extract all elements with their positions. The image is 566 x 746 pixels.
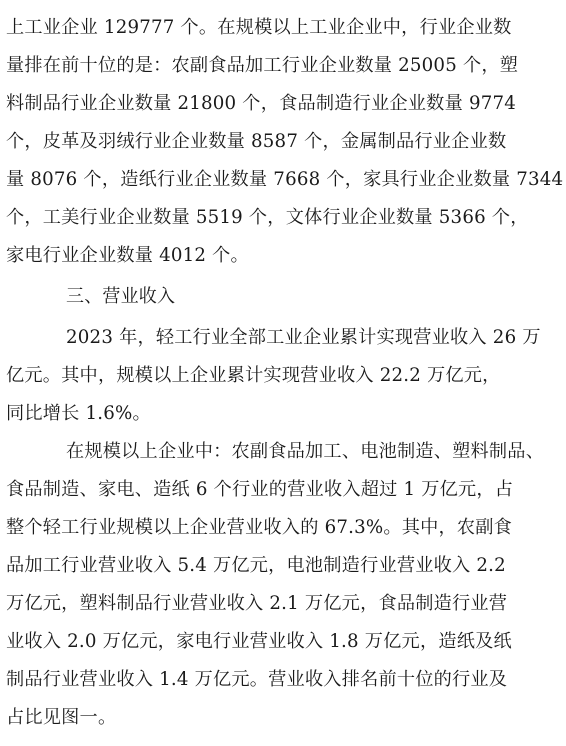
paragraph-line: 占比见图一。 bbox=[6, 707, 117, 728]
paragraph-line: 量排在前十位的是：农副食品加工行业企业数量 25005 个，塑 bbox=[6, 55, 519, 76]
paragraph-line: 上工业企业 129777 个。在规模以上工业企业中，行业企业数 bbox=[6, 17, 512, 38]
paragraph-line: 个，皮革及羽绒行业企业数量 8587 个，金属制品行业企业数 bbox=[6, 131, 507, 152]
paragraph-line: 2023 年，轻工行业全部工业企业累计实现营业收入 26 万 bbox=[66, 327, 541, 348]
paragraph-line: 整个轻工行业规模以上企业营业收入的 67.3%。其中，农副食 bbox=[6, 517, 513, 538]
paragraph-line: 料制品行业企业数量 21800 个，食品制造行业企业数量 9774 bbox=[6, 93, 517, 114]
paragraph-line: 食品制造、家电、造纸 6 个行业的营业收入超过 1 万亿元，占 bbox=[6, 479, 514, 500]
paragraph-line: 个，工美行业企业数量 5519 个，文体行业企业数量 5366 个， bbox=[6, 207, 529, 228]
paragraph-line: 万亿元，塑料制品行业营业收入 2.1 万亿元，食品制造行业营 bbox=[6, 593, 508, 614]
paragraph-line: 亿元。其中，规模以上企业累计实现营业收入 22.2 万亿元， bbox=[6, 365, 501, 386]
paragraph-line: 品加工行业营业收入 5.4 万亿元，电池制造行业营业收入 2.2 bbox=[6, 555, 506, 576]
paragraph-line: 量 8076 个，造纸行业企业数量 7668 个，家具行业企业数量 7344 bbox=[6, 169, 564, 190]
section-heading: 三、营业收入 bbox=[66, 286, 176, 307]
paragraph-line: 在规模以上企业中：农副食品加工、电池制造、塑料制品、 bbox=[66, 441, 545, 462]
paragraph-line: 家电行业企业数量 4012 个。 bbox=[6, 245, 249, 266]
paragraph-line: 制品行业营业收入 1.4 万亿元。营业收入排名前十位的行业及 bbox=[6, 669, 508, 690]
paragraph-line: 业收入 2.0 万亿元，家电行业营业收入 1.8 万亿元，造纸及纸 bbox=[6, 631, 512, 652]
paragraph-line: 同比增长 1.6%。 bbox=[6, 403, 151, 424]
